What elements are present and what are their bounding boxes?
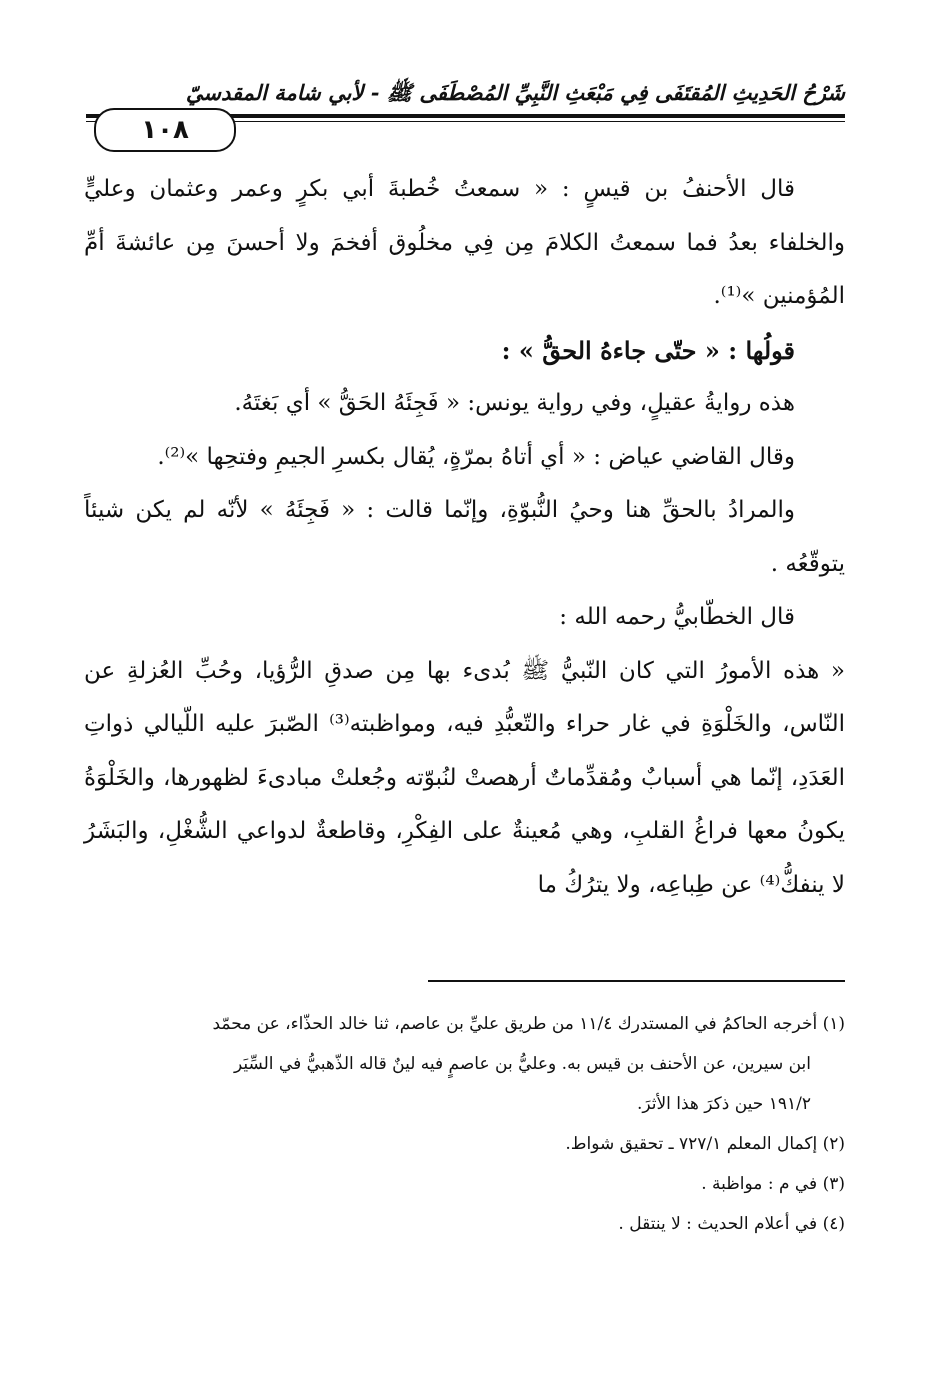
- section-heading: قولُها : « حتّى جاءهُ الحقُّ » :: [501, 335, 795, 365]
- footnote-1-line-2: ابن سيرين، عن الأحنف بن قيس به. وعليُّ بن عاصمٍ فيه لينٌ قاله الذّهبيُّ في السِّيَر: [233, 1054, 811, 1074]
- footnote-separator: [428, 980, 845, 982]
- page-number: ١٠٨: [94, 108, 236, 152]
- paragraph-ahnaf-quote: قال الأحنفُ بن قيسٍ : « سمعتُ خُطبةَ أبي بكرٍ وعمر وعثمان وعليٍّ والخلفاء بعدُ فما سمعتُ الكلامَ مِن فِي مخلُوق أفخمَ ولا أحسنَ مِن عائشةَ أمِّ المُؤمنين »⁽¹⁾.: [84, 176, 845, 309]
- paragraph-khattabi-intro: قال الخطّابيُّ رحمه الله :: [559, 604, 795, 630]
- main-text: [84, 163, 845, 912]
- paragraph-narrations: هذه روايةُ عقيلٍ، وفي رواية يونس: « فَجِئَهُ الحَقُّ » أي بَغتَهُ.: [234, 390, 795, 416]
- paragraph-meaning: والمرادُ بالحقِّ هنا وحيُ النُّبوّةِ، وإنّما قالت : « فَجِئَهُ » لأنّه لم يكن شيئاً يتوقّعُه .: [84, 497, 845, 577]
- footnote-1-line-1: (١) أخرجه الحاكمُ في المستدرك ١١/٤ من طريق عليِّ بن عاصم، ثنا خالد الحذّاء، عن محمّد: [212, 1014, 845, 1034]
- running-head-title: شَرْحُ الحَدِيثِ المُقتَفَى فِي مَبْعَثِ النَّبِيِّ المُصْطَفَى ﷺ - لأبي شامة المقدسيّ: [185, 80, 845, 105]
- paragraph-qadi-iyad: وقال القاضي عياض : « أي أتاهُ بمرّةٍ، يُقال بكسرِ الجيمِ وفتحِها »⁽²⁾.: [157, 443, 795, 470]
- footnote-4: (٤) في أعلام الحديث : لا ينتقل .: [618, 1214, 845, 1234]
- paragraph-khattabi-quote: « هذه الأمورُ التي كان النّبيُّ ﷺ بُدىء بها مِن صدقِ الرُّؤيا، وحُبِّ العُزلةِ عن النّاس، والخَلْوَةِ في غار حراء والتّعبُّدِ فيه، ومواظبته⁽³⁾ الصّبرَ عليه اللّيالي ذواتِ العَدَدِ، إنّما هي أسبابٌ ومُقدِّماتٌ أرهصتْ لنُبوّته وجُعلتْ مبادىءَ لظهورها، والخَلْوَةُ يكونُ معها فراغُ القلبِ، وهي مُعينةٌ على الفِكْرِ، وقاطعةٌ لدواعي الشُّغْلِ، والبَشَرُ لا ينفكُّ⁽⁴⁾ عن طِباعِه، ولا يترُكُ ما: [84, 657, 846, 898]
- footnote-1-line-3: ١٩١/٢ حين ذكرَ هذا الأثرَ.: [636, 1094, 811, 1114]
- footnote-3: (٣) في م : مواظبة .: [701, 1174, 845, 1194]
- footnote-2: (٢) إكمال المعلم ٧٢٧/١ ـ تحقيق شواط.: [565, 1134, 845, 1154]
- footnotes: [84, 1004, 845, 1244]
